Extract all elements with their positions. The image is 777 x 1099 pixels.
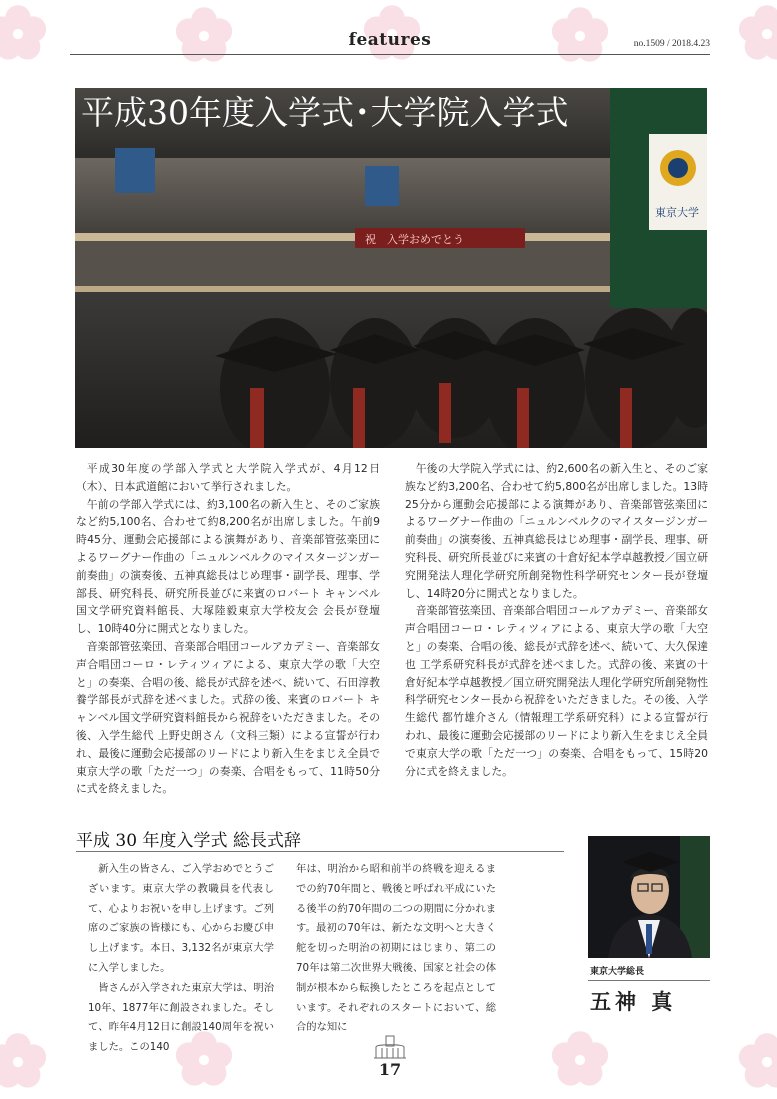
speech-paragraph: 皆さんが入学された東京大学は、明治10年、1877年に創設されました。そして、昨年4月12日に創設140周年を祝いました。この140 (88, 981, 274, 1054)
president-role: 東京大学総長 (590, 967, 645, 977)
cherry-blossom-icon (735, 1030, 777, 1094)
issue-info: no.1509 / 2018.4.23 (633, 39, 710, 49)
page-header (70, 30, 710, 56)
article-paragraph: 平成30年度の学部入学式と大学院入学式が、4月12日（木）、日本武道館において挙行されました。 (76, 462, 380, 493)
speech-column-left (88, 860, 274, 1058)
banner-text: 祝 入学おめでとう (365, 233, 464, 246)
article-paragraph: 音楽部管弦楽団、音楽部合唱団コールアカデミー、音楽部女声合唱団コーロ・レティツィアによる、東京大学の歌「大空と」の奏楽、合唱の後、総長が式辞を述べ、続いて、大久保達也 工学系研究科長が式辞を述べました。式辞の後、来賓の十倉好紀本学卓越教授／国立研究開発法人理化学研究所創発物性科学研究センター長から祝辞をいただきました。その後、入学生総代 都竹雄介さん（情報理工学系研究科）による宣誓が行われ、最後に運動会応援部のリードにより新入生をまじえ全員で東京大学の歌「ただ一つ」の奏楽、合唱をもって、15時20分に式を終えました。 (405, 604, 708, 778)
header-divider (70, 54, 710, 55)
article-paragraph: 音楽部管弦楽団、音楽部合唱団コールアカデミー、音楽部女声合唱団コーロ・レティツィアによる、東京大学の歌「大空と」の奏楽、合唱の後、総長が式辞を述べ、続いて、石田淳教養学部長が式辞を述べました。式辞の後、来賓のロバート キャンベル国文学研究資料館長から祝辞をいただきました。その後、入学生総代 上野史朗さん（文科三類）による宣誓が行われ、最後に運動会応援部のリードにより新入生をまじえ全員で東京大学の歌「ただ一つ」の奏楽、合唱をもって、11時50分に式を終えました。 (76, 639, 380, 796)
university-sign-text: 東京大学 (655, 206, 699, 219)
ceremony-photo (75, 88, 707, 448)
cherry-blossom-icon (735, 2, 777, 66)
president-portrait (588, 836, 710, 958)
article-column-left (76, 460, 380, 798)
yasuda-auditorium-icon (373, 1034, 407, 1060)
speech-paragraph: 年は、明治から昭和前半の終戦を迎えるまでの約70年間と、戦後と呼ばれ平成にいたる後半の約70年間の二つの期間に分かれます。最初の70年は、新たな文明へと大きく舵を切った明治の初期にはじまり、第二の70年は第二次世界大戦後、国家と社会の体制が根本から転換したところを起点としています。それぞれのスタートにおいて、総合的な知に (296, 863, 496, 1034)
article-column-right (405, 460, 708, 780)
speech-column-right (296, 860, 496, 1038)
section-title: features (348, 30, 432, 50)
president-name: 五神 真 (590, 990, 677, 1014)
article-title: 平成30年度入学式･大学院入学式 (81, 93, 569, 132)
cherry-blossom-icon (548, 1028, 612, 1092)
page-number: 17 (378, 1060, 402, 1079)
president-divider (588, 980, 710, 981)
article-paragraph: 午前の学部入学式には、約3,100名の新入生と、そのご家族など約5,100名、合わせて約8,200名が出席しました。午前9時45分、運動会応援部による演舞があり、音楽部管弦楽団によるワーグナー作曲の「ニュルンベルクのマイスタージンガー前奏曲」の演奏後、五神真総長はじめ理事・副学長、理事、学部長、研究科長、研究所長並びに来賓のロバート キャンベル国文学研究資料館長、大塚陸毅東京大学校友会 会長が登壇し、10時40分に開式となりました。 (76, 497, 380, 636)
cherry-blossom-icon (0, 2, 50, 66)
speech-paragraph: 新入生の皆さん、ご入学おめでとうございます。東京大学の教職員を代表して、心よりお祝いを申し上げます。ご列席のご家族の皆様にも、心からお慶び申し上げます。本日、3,132名が東京大学に入学しました。 (88, 863, 274, 974)
speech-heading: 平成 30 年度入学式 総長式辞 (76, 831, 301, 851)
speech-divider (76, 851, 564, 852)
cherry-blossom-icon (0, 1030, 50, 1094)
article-paragraph: 午後の大学院入学式には、約2,600名の新入生と、そのご家族など約3,200名、合わせて約5,800名が出席しました。13時25分から運動会応援部による演舞があり、音楽部管弦楽団によるワーグナー作曲の「ニュルンベルクのマイスタージンガー前奏曲」の演奏後、五神真総長はじめ理事・副学長、理事、研究科長、研究所長並びに来賓の十倉好紀本学卓越教授／国立研究開発法人理化学研究所創発物性科学研究センター長が登壇し、14時20分に開式となりました。 (405, 462, 708, 600)
